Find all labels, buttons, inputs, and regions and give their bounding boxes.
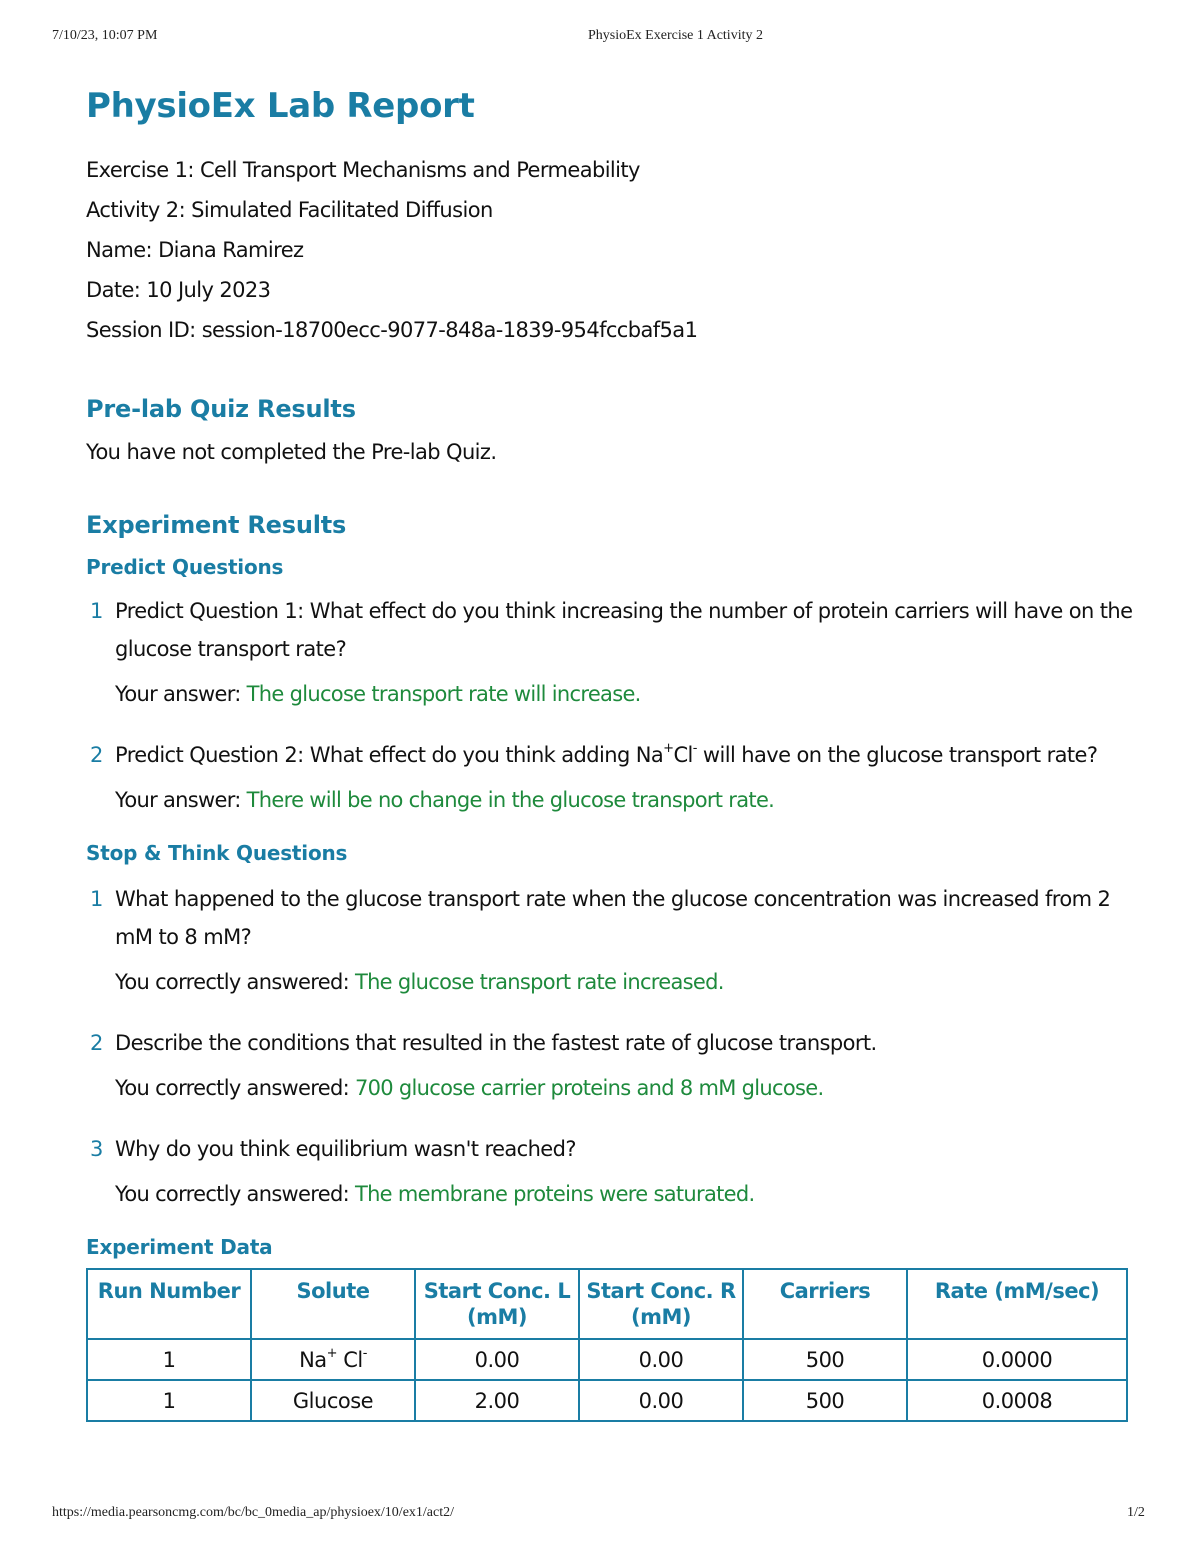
predict-question-1 bbox=[86, 592, 1146, 710]
answer bbox=[115, 966, 1146, 998]
print-datetime: 7/10/23, 10:07 PM bbox=[52, 28, 158, 43]
question-text-part: will have on the glucose transport rate? bbox=[696, 743, 1098, 767]
activity-line: Activity 2: Simulated Facilitated Diffusion bbox=[86, 198, 493, 222]
column-header: Solute bbox=[251, 1269, 415, 1339]
answer-value: The glucose transport rate increased. bbox=[354, 970, 724, 994]
cell-rate: 0.0000 bbox=[907, 1339, 1127, 1380]
cell-rate: 0.0008 bbox=[907, 1380, 1127, 1421]
stop-question-1 bbox=[86, 880, 1146, 998]
print-url[interactable]: https://media.pearsoncmg.com/bc/bc_0media_ap/physioex/10/ex1/act2/ bbox=[52, 1505, 455, 1520]
superscript-plus: + bbox=[663, 741, 674, 756]
stop-think-heading: Stop & Think Questions bbox=[86, 841, 348, 865]
print-title: PhysioEx Exercise 1 Activity 2 bbox=[588, 28, 763, 43]
answer bbox=[115, 678, 1146, 710]
cell-conc-l: 0.00 bbox=[415, 1339, 579, 1380]
stop-question-2 bbox=[86, 1024, 1146, 1104]
cell-conc-r: 0.00 bbox=[579, 1380, 743, 1421]
page-number: 1/2 bbox=[1127, 1505, 1145, 1520]
cell-carriers: 500 bbox=[743, 1380, 907, 1421]
answer-label: Your answer: bbox=[115, 788, 247, 812]
cell-solute bbox=[251, 1339, 415, 1380]
question-text: Why do you think equilibrium wasn't reached? bbox=[115, 1137, 576, 1161]
table-header-row bbox=[87, 1269, 1127, 1339]
answer-value: 700 glucose carrier proteins and 8 mM glucose. bbox=[354, 1076, 824, 1100]
table-row bbox=[87, 1380, 1127, 1421]
answer-value: The glucose transport rate will increase. bbox=[246, 682, 641, 706]
prelab-heading: Pre-lab Quiz Results bbox=[86, 395, 356, 423]
lab-report bbox=[86, 84, 1146, 1422]
column-header: Run Number bbox=[87, 1269, 251, 1339]
question-text: Predict Question 1: What effect do you think increasing the number of protein carriers will have on the glucose transport rate? bbox=[115, 599, 1133, 661]
question-text bbox=[115, 736, 1146, 774]
answer bbox=[115, 784, 1146, 816]
answer-label: You correctly answered: bbox=[115, 1076, 355, 1100]
session-id: Session ID: session-18700ecc-9077-848a-1839-954fccbaf5a1 bbox=[86, 318, 698, 342]
answer-label: Your answer: bbox=[115, 682, 247, 706]
cell-run: 1 bbox=[87, 1339, 251, 1380]
question-number: 2 bbox=[90, 1031, 104, 1055]
question-number: 1 bbox=[90, 887, 104, 911]
question-text: Describe the conditions that resulted in the fastest rate of glucose transport. bbox=[115, 1031, 877, 1055]
prelab-status: You have not completed the Pre-lab Quiz. bbox=[86, 440, 497, 464]
column-header: Start Conc. R (mM) bbox=[579, 1269, 743, 1339]
report-date: Date: 10 July 2023 bbox=[86, 278, 271, 302]
predict-heading: Predict Questions bbox=[86, 555, 284, 579]
column-header: Carriers bbox=[743, 1269, 907, 1339]
answer bbox=[115, 1072, 1146, 1104]
report-meta bbox=[86, 150, 1146, 350]
page-title: PhysioEx Lab Report bbox=[86, 86, 475, 126]
question-number: 3 bbox=[90, 1137, 104, 1161]
experiment-heading: Experiment Results bbox=[86, 511, 347, 539]
predict-question-2 bbox=[86, 736, 1146, 816]
question-number: 1 bbox=[90, 599, 104, 623]
solute-text: Na bbox=[299, 1347, 327, 1372]
question-text-part: Predict Question 2: What effect do you think adding Na bbox=[115, 743, 664, 767]
cell-conc-r: 0.00 bbox=[579, 1339, 743, 1380]
cell-solute: Glucose bbox=[251, 1380, 415, 1421]
exercise-line: Exercise 1: Cell Transport Mechanisms and Permeability bbox=[86, 158, 640, 182]
superscript-minus: - bbox=[362, 1345, 367, 1361]
cell-conc-l: 2.00 bbox=[415, 1380, 579, 1421]
cell-run: 1 bbox=[87, 1380, 251, 1421]
print-header bbox=[0, 28, 1200, 58]
answer-label: You correctly answered: bbox=[115, 970, 355, 994]
column-header: Rate (mM/sec) bbox=[907, 1269, 1127, 1339]
table-row bbox=[87, 1339, 1127, 1380]
question-number: 2 bbox=[90, 743, 104, 767]
answer-label: You correctly answered: bbox=[115, 1182, 355, 1206]
superscript-plus: + bbox=[326, 1345, 338, 1361]
column-header: Start Conc. L (mM) bbox=[415, 1269, 579, 1339]
superscript-minus: - bbox=[692, 741, 697, 756]
experiment-data-heading: Experiment Data bbox=[86, 1235, 273, 1259]
stop-question-3 bbox=[86, 1130, 1146, 1210]
question-text: What happened to the glucose transport rate when the glucose concentration was increased from 2 mM to 8 mM? bbox=[115, 887, 1111, 949]
answer-value: There will be no change in the glucose transport rate. bbox=[246, 788, 775, 812]
experiment-data-table bbox=[86, 1268, 1128, 1422]
solute-text: Cl bbox=[337, 1347, 363, 1372]
answer bbox=[115, 1178, 1146, 1210]
question-text-part: Cl bbox=[673, 743, 693, 767]
answer-value: The membrane proteins were saturated. bbox=[354, 1182, 755, 1206]
cell-carriers: 500 bbox=[743, 1339, 907, 1380]
print-footer bbox=[0, 1505, 1200, 1535]
student-name: Name: Diana Ramirez bbox=[86, 238, 304, 262]
